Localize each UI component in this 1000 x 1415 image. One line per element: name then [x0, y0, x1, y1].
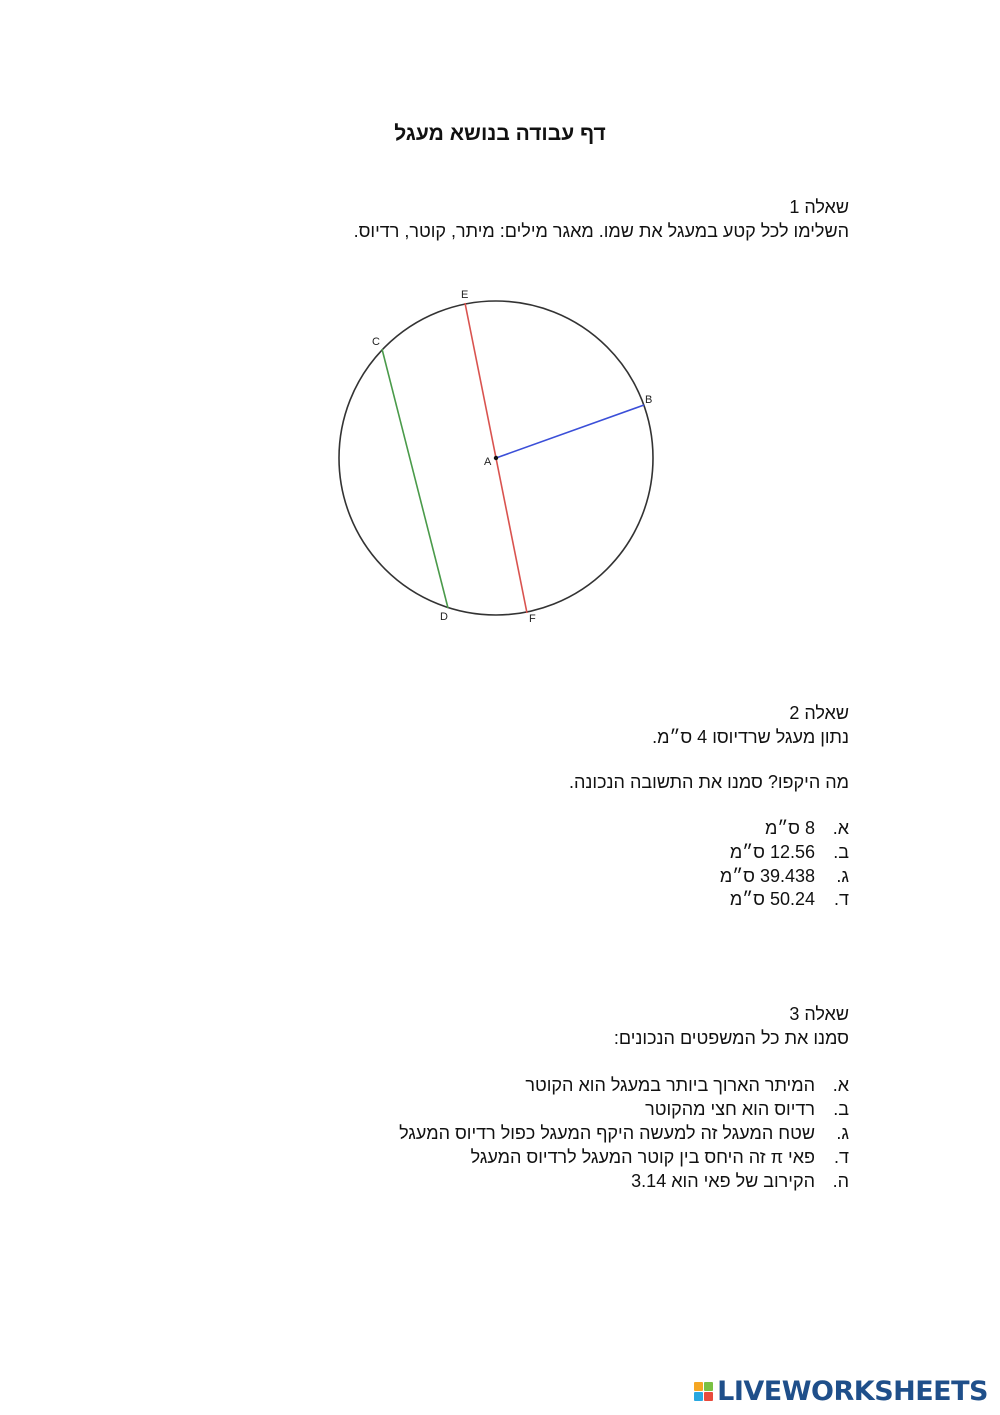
q3-option-d[interactable] [471, 1145, 849, 1169]
logo-mark-icon [694, 1382, 713, 1401]
option-text: שטח המעגל זה למעשה היקף המעגל כפול רדיוס המעגל [399, 1123, 815, 1143]
center-point [494, 456, 498, 460]
label-F: F [529, 613, 536, 625]
option-label: ה. [832, 1171, 849, 1191]
option-label: ד. [834, 889, 849, 909]
q2-line2: מה היקפו? סמנו את התשובה הנכונה. [569, 772, 849, 792]
label-C: C [372, 336, 380, 348]
page-title: דף עבודה בנושא מעגל [394, 122, 606, 145]
label-D: D [440, 611, 448, 623]
q2-option-a[interactable] [765, 816, 849, 840]
option-label: א. [832, 818, 849, 838]
q2-option-b[interactable] [730, 840, 849, 864]
option-text: 8 ס״מ [764, 818, 815, 838]
q2-line1: נתון מעגל שרדיוסו 4 ס״מ. [652, 727, 849, 747]
q1-text: השלימו לכל קטע במעגל את שמו. מאגר מילים: מיתר, קוטר, רדיוס. [353, 221, 849, 241]
option-text: פאי π זה היחס בין קוטר המעגל לרדיוס המעגל [470, 1147, 815, 1167]
q2-option-d[interactable] [730, 887, 849, 911]
option-text: 50.24 ס״מ [729, 889, 815, 909]
option-text: רדיוס הוא חצי מהקוטר [645, 1099, 815, 1119]
q3-option-c[interactable] [399, 1121, 849, 1145]
q2-option-c[interactable] [720, 864, 849, 888]
logo-text: LIVEWORKSHEETS [717, 1375, 988, 1407]
label-A: A [484, 456, 492, 468]
option-label: ב. [833, 842, 849, 862]
option-label: ד. [834, 1147, 849, 1167]
circle-diagram [300, 270, 700, 640]
q3-line1: סמנו את כל המשפטים הנכונים: [613, 1028, 849, 1048]
option-label: ג. [836, 1123, 849, 1143]
q3-option-e[interactable] [631, 1169, 849, 1193]
q2-heading: שאלה 2 [789, 703, 849, 723]
option-label: ב. [833, 1099, 849, 1119]
q1-heading: שאלה 1 [789, 197, 849, 217]
option-text: המיתר הארוך ביותר במעגל הוא הקוטר [525, 1075, 815, 1095]
option-label: א. [832, 1075, 849, 1095]
q3-heading: שאלה 3 [789, 1004, 849, 1024]
label-B: B [645, 394, 653, 406]
q3-option-b[interactable] [645, 1097, 849, 1121]
chord-CD [382, 349, 448, 608]
option-text: 39.438 ס״מ [719, 866, 815, 886]
label-E: E [461, 289, 469, 301]
option-label: ג. [836, 866, 849, 886]
liveworksheets-logo [694, 1373, 988, 1409]
q3-option-a[interactable] [525, 1073, 849, 1097]
option-text: 12.56 ס״מ [729, 842, 815, 862]
option-text: הקירוב של פאי הוא 3.14 [631, 1171, 815, 1191]
radius-AB [496, 405, 644, 458]
